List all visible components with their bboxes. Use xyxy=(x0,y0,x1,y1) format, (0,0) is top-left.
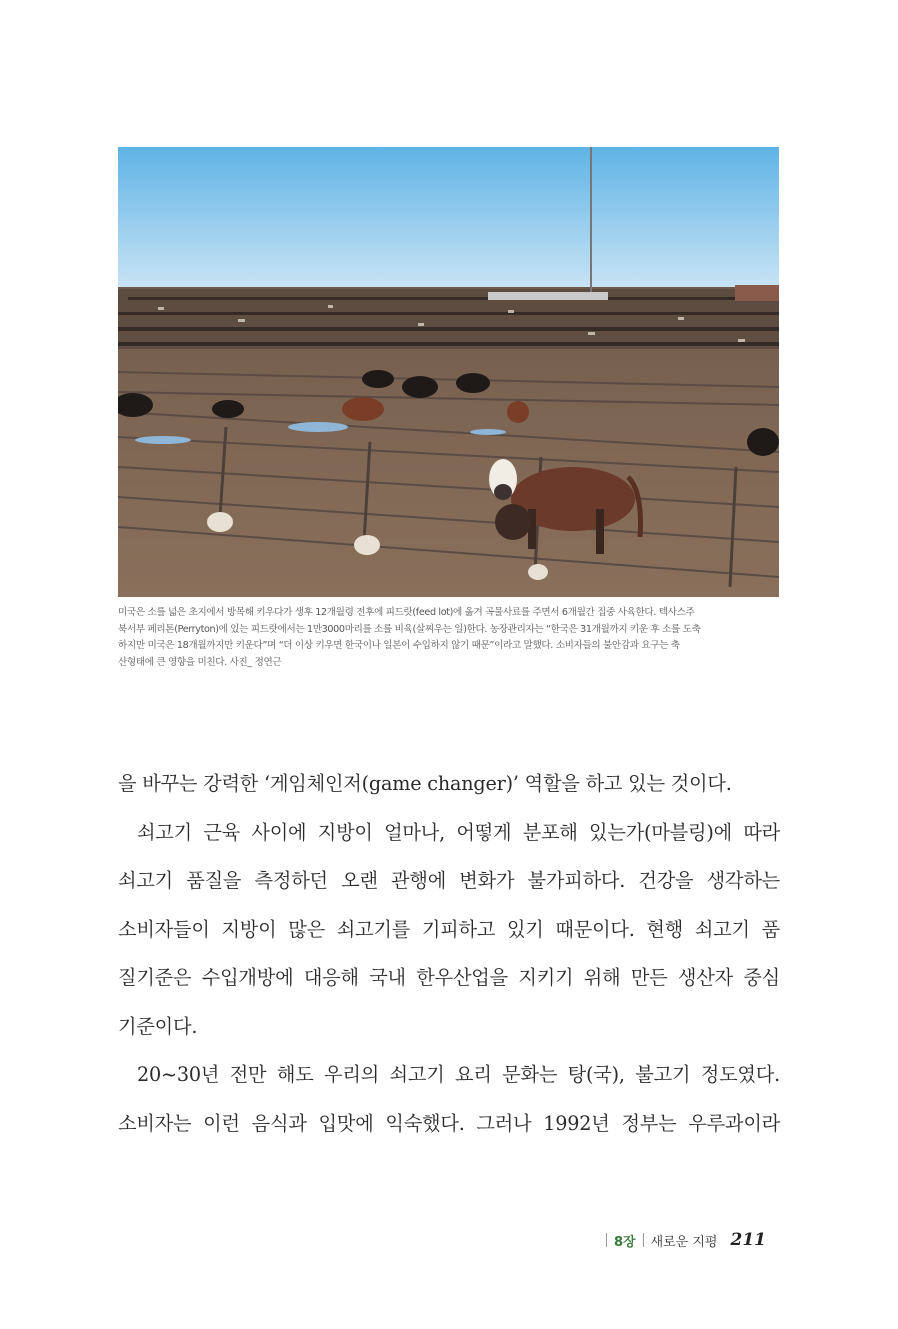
photo-caption xyxy=(118,605,779,671)
caption-line: 미국은 소를 넓은 초지에서 방목해 키우다가 생후 12개월령 전후에 피드랏(feed lot)에 옮겨 곡물사료를 주면서 6개월간 집중 사육한다. 텍사스주 xyxy=(118,607,695,618)
body-line: 을 바꾸는 강력한 ‘게임체인저(game changer)’ 역할을 하고 있는 것이다. xyxy=(118,772,732,795)
body-line: 질기준은 수입개방에 대응해 국내 한우산업을 지키기 위해 만든 생산자 중심 xyxy=(118,966,780,989)
page-footer xyxy=(606,1228,766,1252)
footer-divider xyxy=(643,1233,644,1247)
footer-divider xyxy=(606,1233,607,1247)
caption-line: 하지만 미국은 18개월까지만 키운다”며 “더 이상 키우면 한국이나 일본이 수입하지 않기 때문”이라고 말했다. 소비자들의 불안감과 요구는 축 xyxy=(118,640,680,651)
body-line: 소비자들이 지방이 많은 쇠고기를 기피하고 있기 때문이다. 현행 쇠고기 품 xyxy=(118,917,780,941)
body-line: 소비자는 이런 음식과 입맛에 익숙했다. 그러나 1992년 정부는 우루과이라 xyxy=(118,1111,780,1135)
body-line: 쇠고기 품질을 측정하던 오랜 관행에 변화가 불가피하다. 건강을 생각하는 xyxy=(118,869,780,892)
section-title: 새로운 지평 xyxy=(650,1234,718,1250)
body-text xyxy=(118,760,780,1148)
chapter-label: 8장 xyxy=(613,1234,636,1250)
cattle-feedlot-image xyxy=(118,147,779,597)
body-line: 쇠고기 근육 사이에 지방이 얼마나, 어떻게 분포해 있는가(마블링)에 따라 xyxy=(137,820,780,844)
feedlot-photo xyxy=(118,147,779,597)
caption-line: 산형태에 큰 영향을 미친다. 사진_ 정연근 xyxy=(118,656,282,668)
body-line: 20~30년 전만 해도 우리의 쇠고기 요리 문화는 탕(국), 불고기 정도였다. xyxy=(137,1063,780,1086)
caption-line: 북서부 페리톤(Perryton)에 있는 피드랏에서는 1만3000마리를 소를 비육(살찌우는 일)한다. 농장관리자는 “한국은 31개월까지 키운 후 소를 도축 xyxy=(118,623,701,635)
body-line: 기준이다. xyxy=(118,1014,198,1038)
page-number: 211 xyxy=(730,1230,766,1250)
